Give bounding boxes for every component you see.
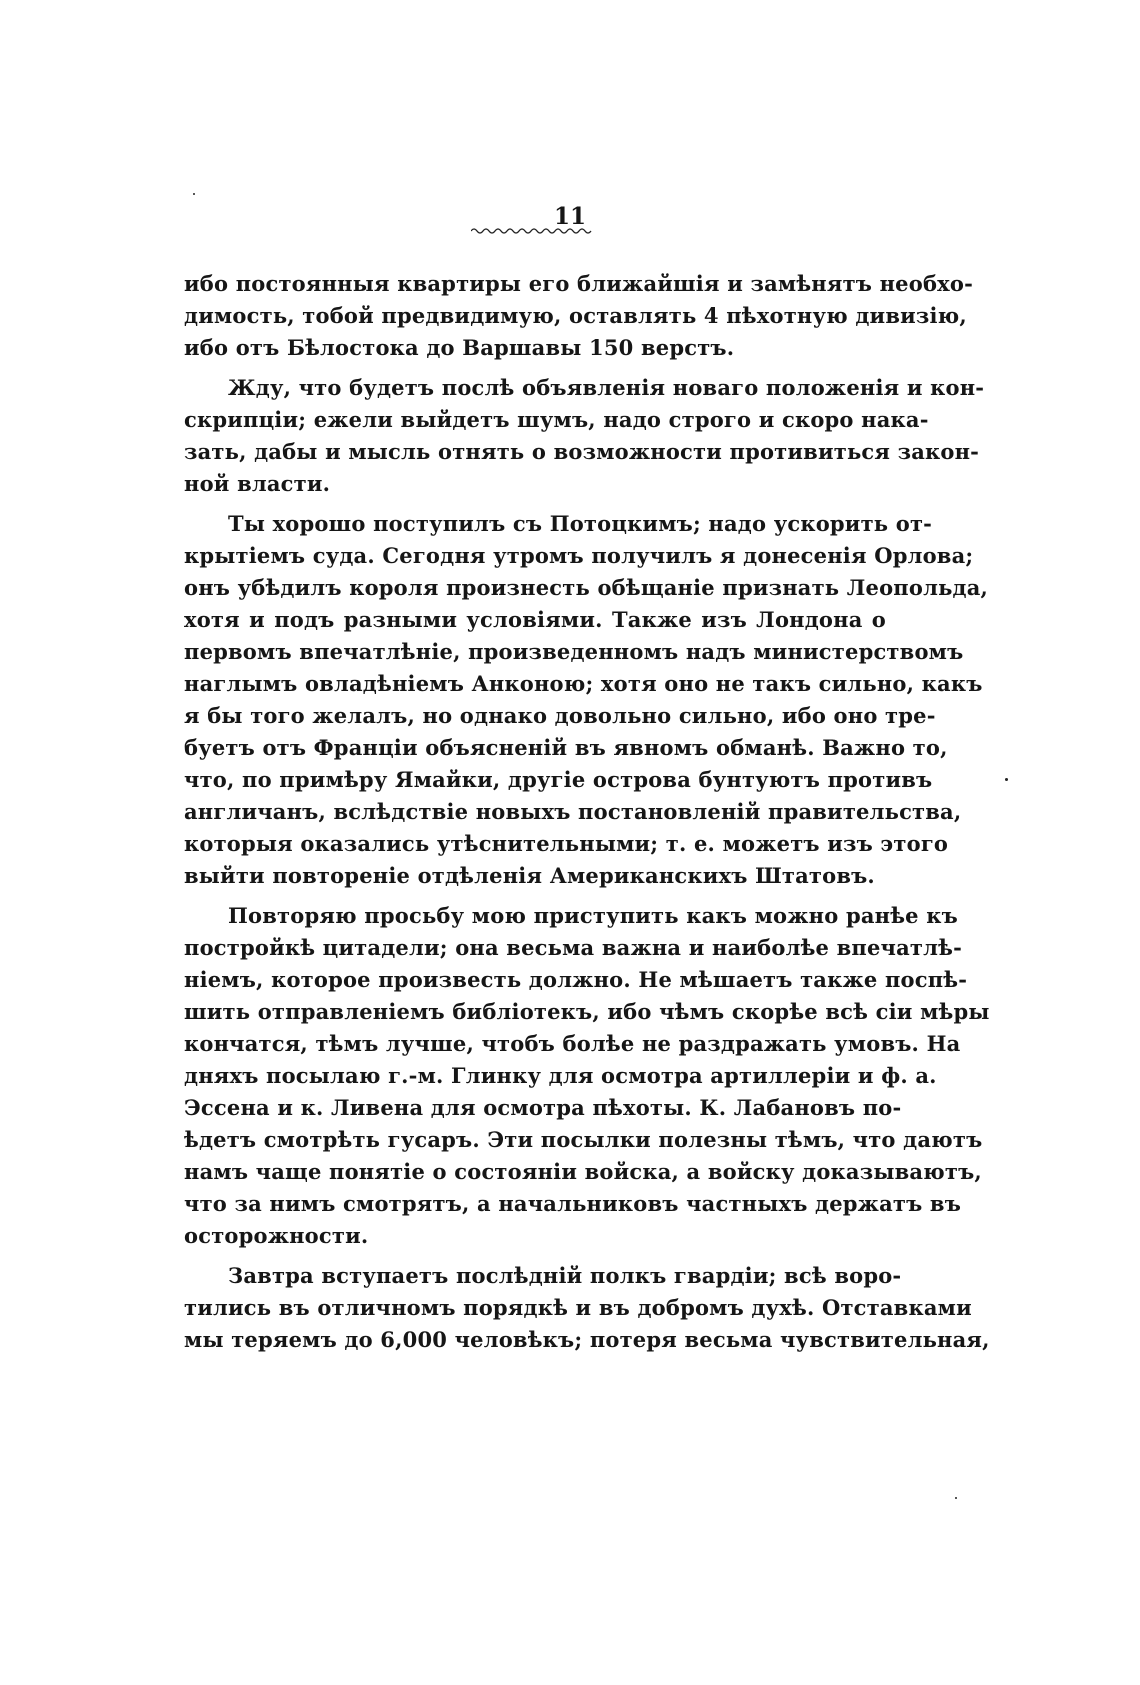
text-line: англичанъ, вслѣдствіе новыхъ постановленій правительства, [184, 799, 962, 824]
text-line: ѣдетъ смотрѣть гусаръ. Эти посылки полезны тѣмъ, что даютъ [184, 1127, 983, 1152]
text-line: хотя и подъ разными условіями. Также изъ Лондона о [184, 607, 886, 632]
text-line: ніемъ, которое произвесть должно. Не мѣшаетъ также поспѣ- [184, 967, 968, 992]
text-line: намъ чаще понятіе о состояніи войска, а войску доказываютъ, [184, 1159, 982, 1184]
text-line: ибо отъ Бѣлостока до Варшавы 150 верстъ. [184, 335, 735, 360]
text-line: что, по примѣру Ямайки, другіе острова бунтуютъ противъ [184, 767, 933, 792]
text-line: тились въ отличномъ порядкѣ и въ добромъ духѣ. Отставками [184, 1295, 972, 1320]
text-line: ной власти. [184, 471, 331, 496]
text-line: что за нимъ смотрятъ, а начальниковъ частныхъ держатъ въ [184, 1191, 962, 1216]
paragraph-1 [184, 268, 973, 364]
text-line: ибо постоянныя квартиры его ближайшія и замѣнятъ необхо- [184, 271, 973, 296]
text-line: кончатся, тѣмъ лучше, чтобъ болѣе не раздражать умовъ. На [184, 1031, 961, 1056]
text-line: буетъ отъ Франціи объясненій въ явномъ обманѣ. Важно то, [184, 735, 948, 760]
text-line: дняхъ посылаю г.-м. Глинку для осмотра артиллеріи и ф. а. [184, 1063, 937, 1088]
text-line: я бы того желалъ, но однако довольно сильно, ибо оно тре- [184, 703, 936, 728]
text-line: которыя оказались утѣснительными; т. е. можетъ изъ этого [184, 831, 949, 856]
text-line: онъ убѣдилъ короля произнесть обѣщаніе признать Леопольда, [184, 575, 989, 600]
text-line: зать, дабы и мысль отнять о возможности противиться закон- [184, 439, 980, 464]
text-line: первомъ впечатлѣніе, произведенномъ надъ министерствомъ [184, 639, 964, 664]
scan-speck [193, 193, 195, 195]
text-line: крытіемъ суда. Сегодня утромъ получилъ я донесенія Орлова; [184, 543, 974, 568]
text-line: Эссена и к. Ливена для осмотра пѣхоты. К. Лабановъ по- [184, 1095, 902, 1120]
text-line: Повторяю просьбу мою приступить какъ можно ранѣе къ [228, 903, 958, 928]
text-line: Ты хорошо поступилъ съ Потоцкимъ; надо ускорить от- [228, 511, 933, 536]
scan-speck [955, 1497, 957, 1499]
paragraph-4 [184, 900, 990, 1252]
text-line: наглымъ овладѣніемъ Анконою; хотя оно не такъ сильно, какъ [184, 671, 983, 696]
text-line: осторожности. [184, 1223, 369, 1248]
text-line: шить отправленіемъ библіотекъ, ибо чѣмъ скорѣе всѣ сіи мѣры [184, 999, 990, 1024]
page-number: 11 [553, 203, 586, 230]
wavy-rule-ornament [471, 226, 593, 236]
text-line: Завтра вступаетъ послѣдній полкъ гвардіи; всѣ воро- [228, 1263, 902, 1288]
text-body [184, 268, 990, 1364]
paragraph-3 [184, 508, 989, 892]
scan-speck [1005, 778, 1008, 781]
text-line: выйти повтореніе отдѣленія Американскихъ Штатовъ. [184, 863, 875, 888]
paragraph-5 [184, 1260, 990, 1356]
text-line: мы теряемъ до 6,000 человѣкъ; потеря весьма чувствительная, [184, 1327, 990, 1352]
text-line: димость, тобой предвидимую, оставлять 4 пѣхотную дивизію, [184, 303, 967, 328]
text-line: скрипціи; ежели выйдетъ шумъ, надо строго и скоро нака- [184, 407, 929, 432]
text-line: Жду, что будетъ послѣ объявленія новаго положенія и кон- [228, 375, 985, 400]
paragraph-2 [184, 372, 985, 500]
text-line: постройкѣ цитадели; она весьма важна и наиболѣе впечатлѣ- [184, 935, 963, 960]
